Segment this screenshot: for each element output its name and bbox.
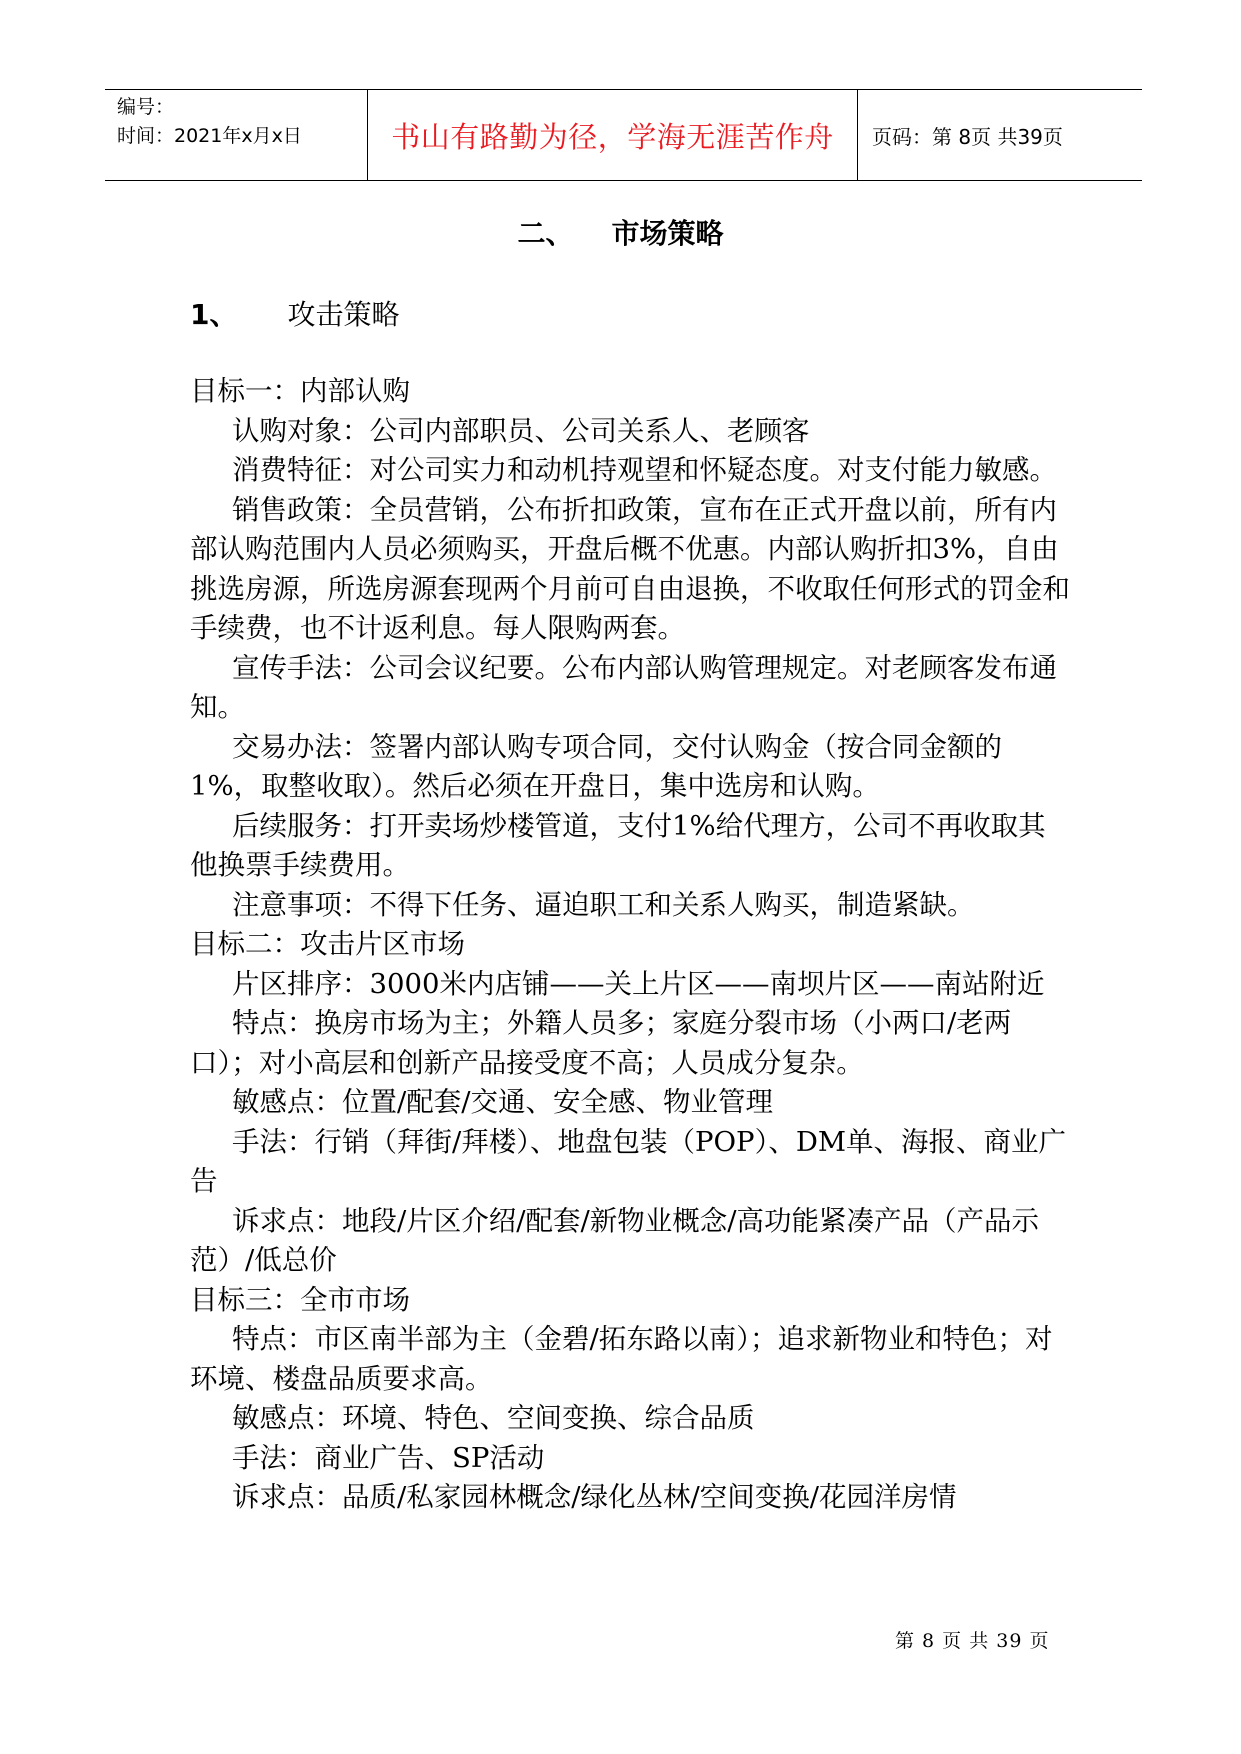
paragraph: 特点：市区南半部为主（金碧/拓东路以南）；追求新物业和特色；对环境、楼盘品质要求高。	[190, 1323, 1053, 1395]
paragraph: 手法：商业广告、SP活动	[232, 1441, 545, 1474]
subsection-heading	[190, 293, 400, 333]
paragraph: 敏感点：环境、特色、空间变换、综合品质	[232, 1402, 755, 1434]
paragraph: 敏感点：位置/配套/交通、安全感、物业管理	[232, 1086, 774, 1118]
paragraph: 后续服务：打开卖场炒楼管道，支付1%给代理方，公司不再收取其他换票手续费用。	[190, 809, 1046, 881]
serial-label: 编号：	[117, 96, 175, 118]
subsection-title: 攻击策略	[287, 298, 400, 331]
paragraph: 交易办法：签署内部认购专项合同，交付认购金（按合同金额的1%，取整收取）。然后必须在开盘日，集中选房和认购。	[190, 730, 1002, 802]
body-text	[190, 372, 1070, 1518]
paragraph: 注意事项：不得下任务、逼迫职工和关系人购买，制造紧缺。	[232, 888, 975, 921]
paragraph: 手法：行销（拜街/拜楼）、地盘包装（POP）、DM单、海报、商业广告	[190, 1125, 1067, 1197]
paragraph: 诉求点：品质/私家园林概念/绿化丛林/空间变换/花园洋房情	[232, 1481, 957, 1513]
paragraph: 销售政策：全员营销，公布折扣政策，宣布在正式开盘以前，所有内部认购范围内人员必须购买，开盘后概不优惠。内部认购折扣3%，自由挑选房源，所选房源套现两个月前可自由退换，不收取任何形式的罚金和手续费，也不计返利息。每人限购两套。	[190, 493, 1070, 644]
section-title: 市场策略	[611, 217, 724, 250]
section-heading	[0, 212, 1241, 252]
section-number: 二、	[517, 217, 574, 250]
time-label: 时间：2021年x月x日	[117, 125, 302, 147]
paragraph: 诉求点：地段/片区介绍/配套/新物业概念/高功能紧凑产品（产品示范）/低总价	[190, 1204, 1040, 1276]
paragraph: 认购对象：公司内部职员、公司关系人、老顾客	[232, 414, 810, 447]
header-page-info: 页码：第 8页 共39页	[872, 124, 1063, 149]
paragraph: 目标一：内部认购	[190, 375, 410, 407]
header-motto: 书山有路勤为径，学海无涯苦作舟	[368, 90, 858, 180]
paragraph: 片区排序：3000米内店铺——关上片区——南坝片区——南站附近	[232, 967, 1045, 1000]
subsection-number: 1、	[190, 298, 238, 331]
page-footer: 第 8 页 共 39 页	[895, 1630, 1050, 1652]
paragraph: 特点：换房市场为主；外籍人员多；家庭分裂市场（小两口/老两口）；对小高层和创新产品接受度不高；人员成分复杂。	[190, 1007, 1012, 1079]
page-header	[105, 89, 1142, 181]
paragraph: 目标二：攻击片区市场	[190, 928, 465, 960]
paragraph: 消费特征：对公司实力和动机持观望和怀疑态度。对支付能力敏感。	[232, 454, 1057, 486]
paragraph: 目标三：全市市场	[190, 1283, 410, 1316]
header-meta	[105, 90, 368, 180]
paragraph: 宣传手法：公司会议纪要。公布内部认购管理规定。对老顾客发布通知。	[190, 651, 1057, 723]
